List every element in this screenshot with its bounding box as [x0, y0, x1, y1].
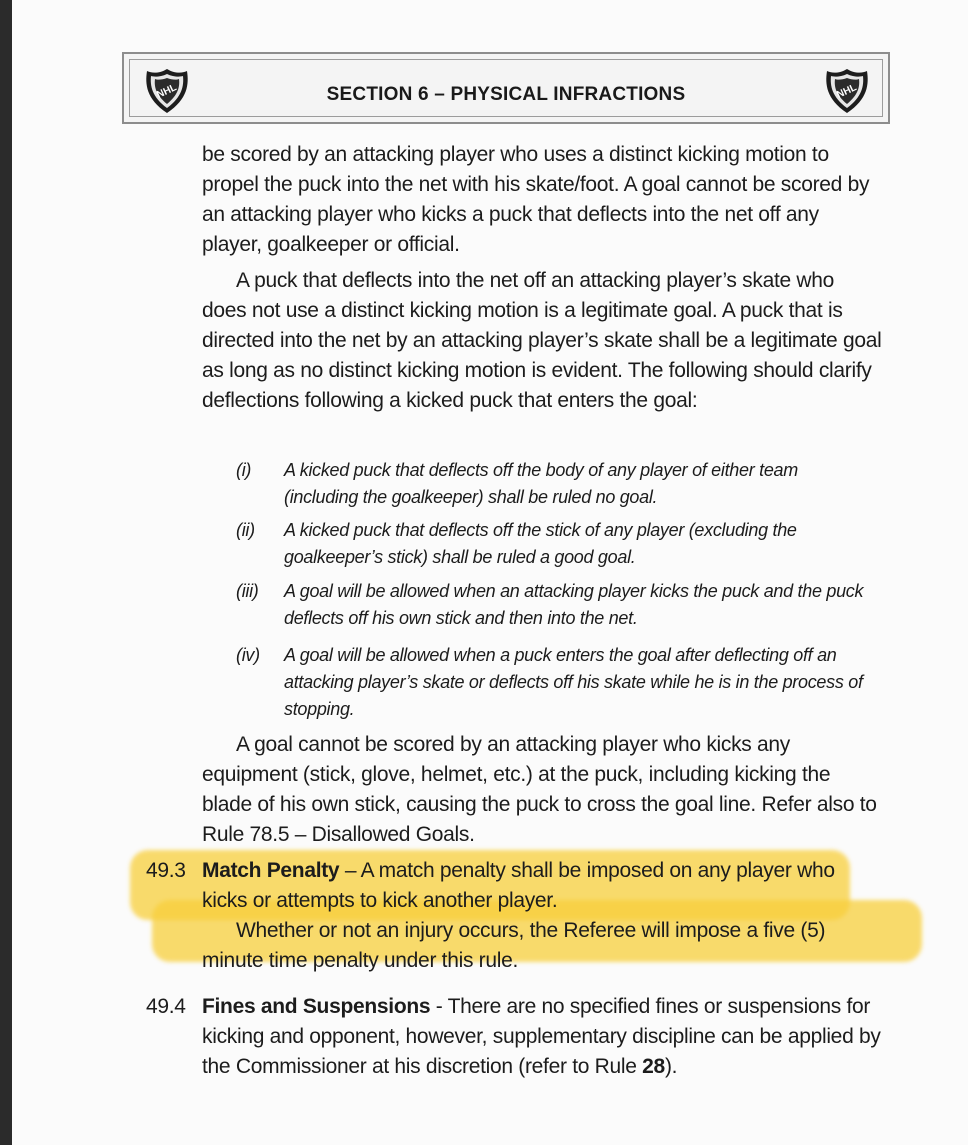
rule-text-end: ). — [664, 1055, 678, 1078]
list-item-number: (iv) — [236, 645, 260, 665]
logo-text: NHL — [835, 82, 859, 101]
list-item-text: A kicked puck that deflects off the stick of any player (excluding the goalkeeper’s stick) shall be ruled a good goal. — [284, 520, 797, 567]
rule-reference: 28 — [642, 1055, 665, 1078]
list-item-text: A kicked puck that deflects off the body of any player of either team (including the goalkeeper) shall be ruled no goal. — [284, 460, 798, 507]
list-item-number: (ii) — [236, 520, 255, 540]
section-title: SECTION 6 – PHYSICAL INFRACTIONS — [326, 84, 686, 105]
rule-text: - There are no specified fines or suspensions for kicking and opponent, however, supplementary discipline can be applied by the Commissioner at his discretion (refer to Rule — [202, 995, 881, 1078]
list-item-text: A goal will be allowed when an attacking player kicks the puck and the puck deflects off his own stick and then into the net. — [284, 581, 864, 628]
rule-text-continued: Whether or not an injury occurs, the Referee will impose a five (5) minute time penalty under this rule. — [202, 919, 826, 972]
logo-text: NHL — [155, 82, 179, 101]
section-header-frame — [129, 59, 883, 117]
rule-body — [202, 856, 882, 976]
paragraph-2: A puck that deflects into the net off an attacking player’s skate who does not use a distinct kicking motion is a legitimate goal. A puck that is directed into the net by an attacking player’s skate shall be a legitimate goal as long as no distinct kicking motion is evident. The following should clarify deflections following a kicked puck that enters the goal: — [202, 269, 882, 412]
list-item-text: A goal will be allowed when a puck enters the goal after deflecting off an attacking player’s skate or deflects off his skate while he is in the process of stopping. — [284, 645, 863, 719]
list-item-number: (i) — [236, 460, 252, 480]
nhl-shield-logo-icon — [822, 66, 872, 116]
rule-body — [202, 992, 882, 1082]
rule-text: – A match penalty shall be imposed on any player who kicks or attempts to kick another player. — [202, 859, 835, 912]
paragraph-3: A goal cannot be scored by an attacking player who kicks any equipment (stick, glove, helmet, etc.) at the puck, including kicking the blade of his own stick, causing the puck to cross the goal line. Refer also to Rule 78.5 – Disallowed Goals. — [202, 733, 877, 846]
rule-number: 49.3 — [146, 859, 186, 882]
rule-number: 49.4 — [146, 995, 186, 1018]
rule-title: Match Penalty — [202, 859, 340, 882]
paragraph-1: be scored by an attacking player who uses a distinct kicking motion to propel the puck into the net with his skate/foot. A goal cannot be scored by an attacking player who kicks a puck that deflects into the net off any player, goalkeeper or official. — [202, 143, 870, 256]
list-item-number: (iii) — [236, 581, 259, 601]
document-page — [12, 0, 968, 1145]
rule-title: Fines and Suspensions — [202, 995, 431, 1018]
section-header — [122, 52, 890, 124]
